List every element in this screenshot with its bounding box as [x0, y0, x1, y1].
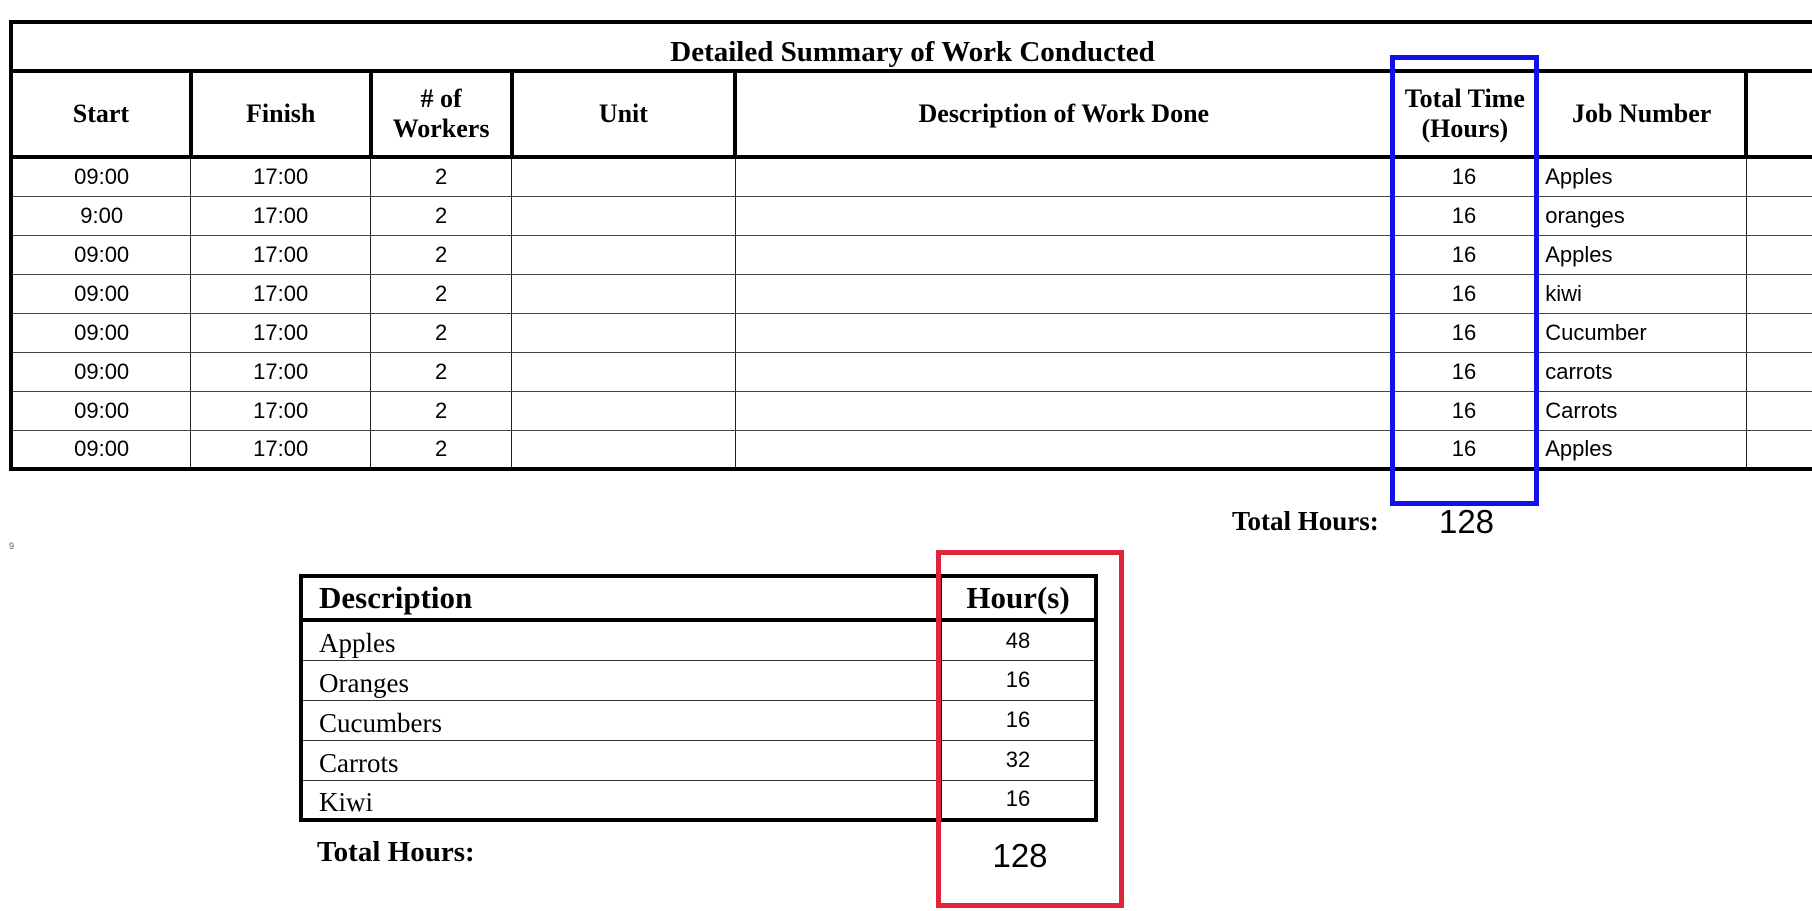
header-start: Start: [11, 71, 191, 157]
cell-unit: [512, 274, 736, 313]
cell-finish: 17:00: [191, 274, 371, 313]
table-row: [11, 430, 1812, 469]
cell-total-time: 16: [1392, 313, 1537, 352]
summary-cell-description: Carrots: [301, 740, 941, 780]
cell-unit: [512, 391, 736, 430]
cell-workers: 2: [371, 430, 512, 469]
cell-workers: 2: [371, 352, 512, 391]
cell-start: 9:00: [11, 196, 191, 235]
cell-extra: [1746, 352, 1812, 391]
cell-finish: 17:00: [191, 157, 371, 196]
cell-total-time: 16: [1392, 235, 1537, 274]
table-header-row: [11, 71, 1812, 157]
cell-extra: [1746, 274, 1812, 313]
cell-description: [735, 235, 1392, 274]
summary-row: [301, 620, 1096, 660]
cell-extra: [1746, 313, 1812, 352]
cell-start: 09:00: [11, 157, 191, 196]
cell-job-number: Apples: [1537, 235, 1746, 274]
cell-description: [735, 430, 1392, 469]
summary-cell-hours: 32: [941, 740, 1096, 780]
summary-cell-description: Apples: [301, 620, 941, 660]
table-row: [11, 157, 1812, 196]
table-row: [11, 352, 1812, 391]
summary-cell-description: Kiwi: [301, 780, 941, 820]
cell-finish: 17:00: [191, 430, 371, 469]
summary-header-hours: Hour(s): [941, 576, 1096, 620]
cell-description: [735, 352, 1392, 391]
tiny-mark: 9: [9, 541, 15, 551]
cell-workers: 2: [371, 157, 512, 196]
summary-cell-hours: 16: [941, 660, 1096, 700]
cell-extra: [1746, 235, 1812, 274]
cell-job-number: Apples: [1537, 157, 1746, 196]
cell-unit: [512, 430, 736, 469]
summary-row: [301, 660, 1096, 700]
cell-start: 09:00: [11, 235, 191, 274]
cell-start: 09:00: [11, 391, 191, 430]
cell-finish: 17:00: [191, 391, 371, 430]
cell-start: 09:00: [11, 430, 191, 469]
header-workers: # of Workers: [371, 71, 512, 157]
summary-row: [301, 700, 1096, 740]
cell-description: [735, 274, 1392, 313]
summary-header-row: [301, 576, 1096, 620]
cell-workers: 2: [371, 391, 512, 430]
summary-cell-hours: 16: [1005, 786, 1031, 812]
cell-workers: 2: [371, 196, 512, 235]
cell-unit: [512, 196, 736, 235]
cell-total-time: 16: [1392, 391, 1537, 430]
cell-total-time: 16: [1392, 274, 1537, 313]
summary-total-label: Total Hours:: [317, 836, 475, 868]
cell-finish: 17:00: [191, 313, 371, 352]
cell-start: 09:00: [11, 274, 191, 313]
summary-total-value: 128: [992, 837, 1048, 874]
cell-job-number: Carrots: [1537, 391, 1746, 430]
cell-unit: [512, 157, 736, 196]
cell-unit: [512, 352, 736, 391]
cell-job-number: oranges: [1537, 196, 1746, 235]
cell-total-time: 16: [1392, 352, 1537, 391]
hours-summary-table: [299, 574, 1098, 822]
summary-cell-hours: 48: [941, 620, 1096, 660]
summary-cell-hours: 16: [941, 700, 1096, 740]
table-row: [11, 274, 1812, 313]
header-finish: Finish: [191, 71, 371, 157]
main-total-label: Total Hours:: [1232, 506, 1379, 536]
cell-extra: [1746, 196, 1812, 235]
cell-finish: 17:00: [191, 196, 371, 235]
header-unit: Unit: [512, 71, 736, 157]
cell-description: [735, 157, 1392, 196]
table-row: [11, 196, 1812, 235]
cell-unit: [512, 313, 736, 352]
summary-header-description: Description: [301, 576, 941, 620]
cell-extra: [1746, 391, 1812, 430]
cell-job-number: carrots: [1537, 352, 1746, 391]
cell-unit: [512, 235, 736, 274]
cell-job-number: Apples: [1537, 430, 1746, 469]
summary-cell-description: Cucumbers: [301, 700, 941, 740]
cell-extra: [1746, 157, 1812, 196]
cell-workers: 2: [371, 313, 512, 352]
work-summary-table: [9, 20, 1812, 471]
cell-finish: 17:00: [191, 352, 371, 391]
cell-job-number: Cucumber: [1537, 313, 1746, 352]
cell-finish: 17:00: [191, 235, 371, 274]
summary-cell-description: Oranges: [301, 660, 941, 700]
cell-total-time: 16: [1392, 196, 1537, 235]
cell-description: [735, 196, 1392, 235]
cell-start: 09:00: [11, 313, 191, 352]
cell-start: 09:00: [11, 352, 191, 391]
summary-row: [301, 780, 1096, 820]
main-total-value: 128: [1438, 503, 1495, 540]
header-total-time: Total Time (Hours): [1392, 71, 1537, 157]
cell-workers: 2: [371, 274, 512, 313]
header-description: Description of Work Done: [735, 71, 1392, 157]
cell-workers: 2: [371, 235, 512, 274]
table-row: [11, 391, 1812, 430]
summary-row: [301, 740, 1096, 780]
cell-total-time: 16: [1392, 157, 1537, 196]
cell-total-time: 16: [1392, 430, 1537, 469]
cell-extra: [1746, 430, 1812, 469]
table-title: Detailed Summary of Work Conducted: [11, 22, 1812, 71]
cell-job-number: kiwi: [1537, 274, 1746, 313]
cell-description: [735, 313, 1392, 352]
header-job-number: Job Number: [1537, 71, 1746, 157]
header-extra: [1746, 71, 1812, 157]
cell-description: [735, 391, 1392, 430]
table-row: [11, 235, 1812, 274]
table-row: [11, 313, 1812, 352]
